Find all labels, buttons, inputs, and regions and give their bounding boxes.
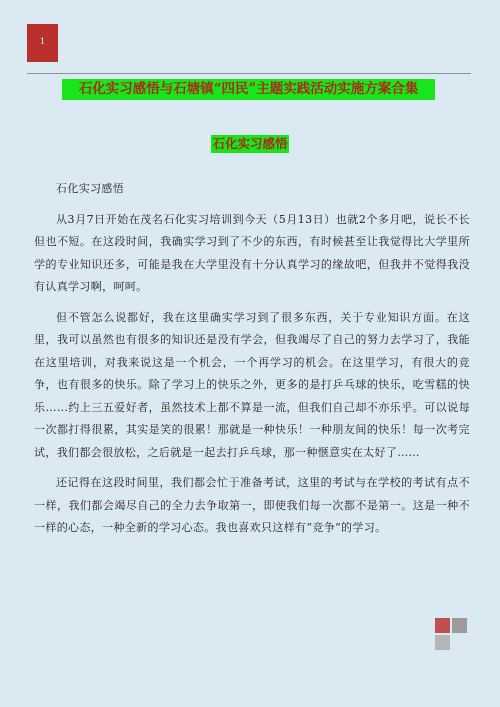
page-number: 1 [39,37,46,46]
corner-square-gray [452,618,467,633]
section-heading: 石化实习感悟 [212,136,288,151]
paragraph-3: 还记得在这段时间里，我们都会忙于准备考试，这里的考试与在学校的考试有点不一样，我们都会竭尽自己的全力去争取第一，即使我们每一次都不是第一。这是一种不一样的心态，一种全新的学习心态。我也喜欢只这样有“竞争”的学习。 [34,476,470,534]
header-divider [27,73,471,74]
page-number-badge [27,24,58,62]
paragraph-1: 从3月7日开始在茂名石化实习培训到今天（5月13日）也就2个多月吧，说长不长但也不短。在这段时间，我确实学习到了不少的东西，有时候甚至让我觉得比大学里所学的专业知识还多，可能是我在大学里没有十分认真学习的缘故吧，但我并不觉得我没有认真学习啊，呵呵。 [34,212,470,293]
document-title: 石化实习感悟与石塘镇“四民”主题实践活动实施方案合集 [62,79,435,100]
paragraph-2: 但不管怎么说都好，我在这里确实学习到了很多东西，关于专业知识方面。在这里，我可以虽然也有很多的知识还是没有学会，但我竭尽了自己的努力去学习了，我能在这里培训，对我来说这是一个机会，一个再学习的机会。在这里学习，有很大的竞争，也有很多的快乐。除了学习上的快乐之外，更多的是打乒乓球的快乐，吃雪糕的快乐……约上三五爱好者，虽然技术上都不算是一流，但我们自己却不亦乐乎。可以说每一次都打得很累，其实是笑的很累！那就是一种快乐！一种朋友间的快乐！每一次考完试，我们都会很放松，之后就是一起去打乒乓球，那一种惬意实在太好了…… [34,310,470,459]
corner-square-red [435,618,450,633]
intro-line: 石化实习感悟 [56,182,125,195]
document-body [34,178,470,540]
corner-square-light-gray [435,635,450,650]
